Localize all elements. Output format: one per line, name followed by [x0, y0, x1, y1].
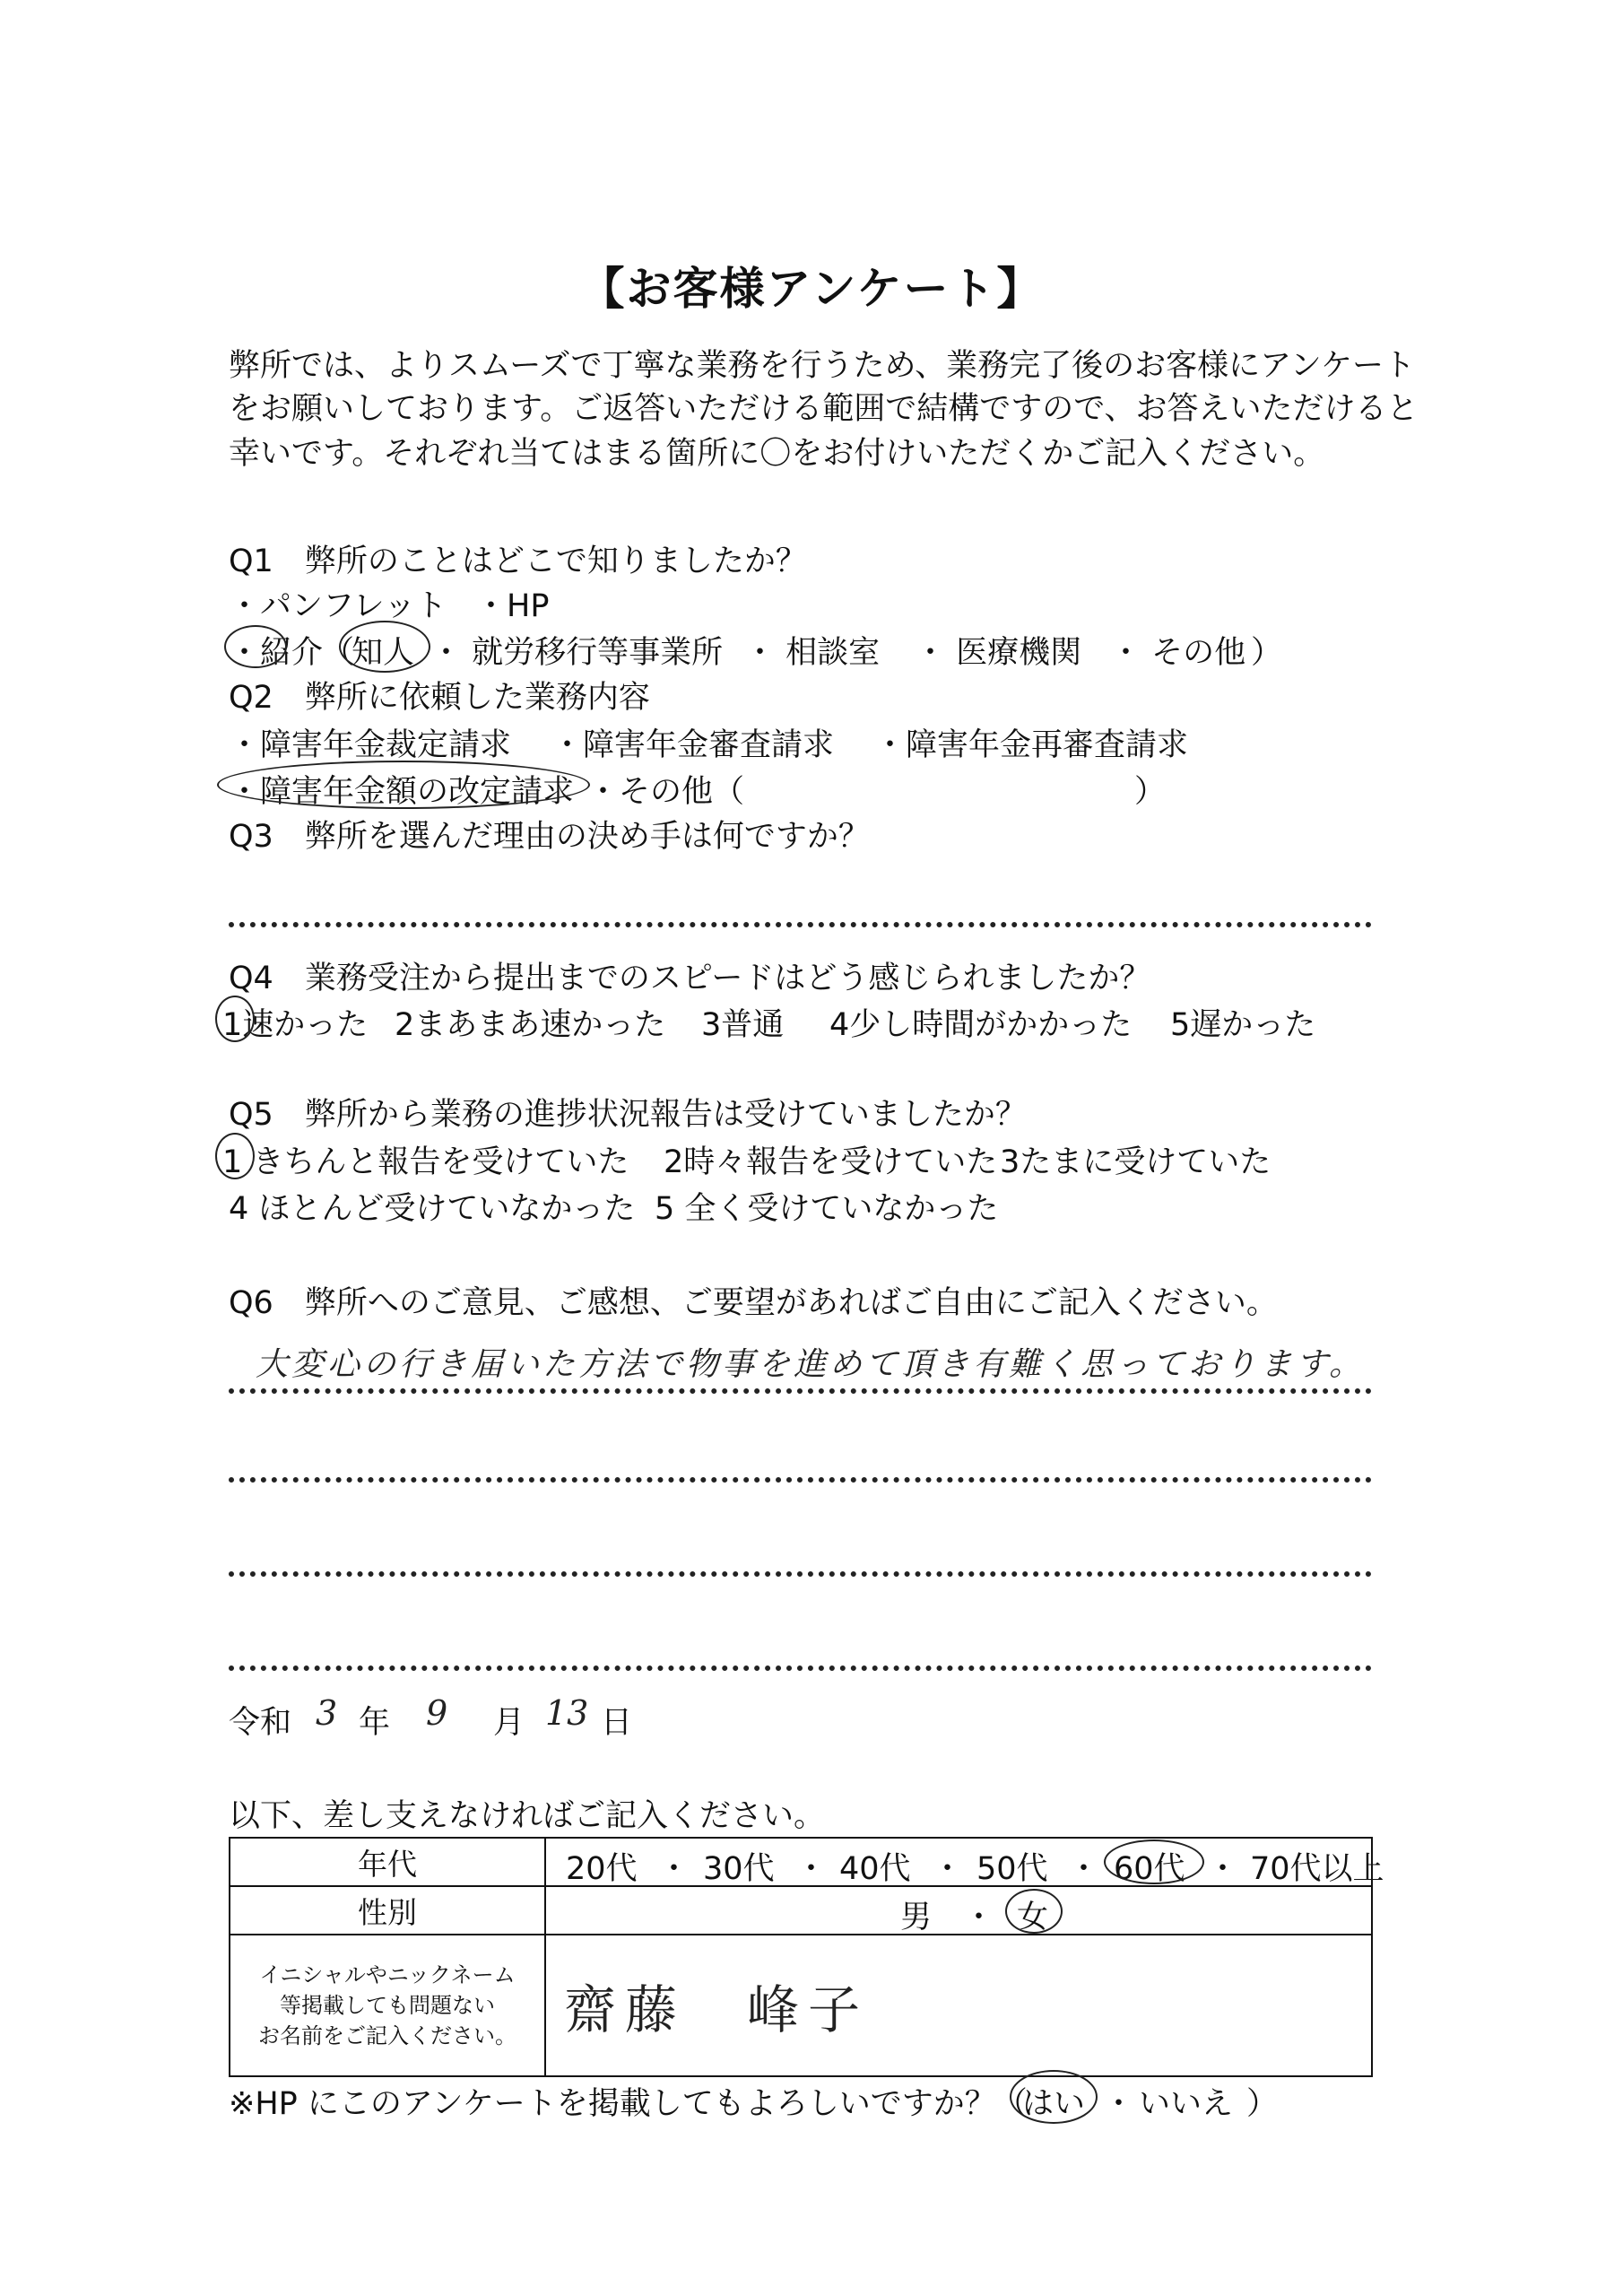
age-option-20s[interactable]: 20代	[566, 1851, 638, 1887]
q1-option-referral[interactable]: ・紹介（	[229, 635, 355, 671]
q1-option-pamphlet[interactable]: ・パンフレット	[229, 588, 447, 624]
q2-option-rereview-claim[interactable]: ・障害年金再審査請求	[874, 727, 1189, 763]
q6-question: Q6 弊所へのご意見、ご感想、ご要望があればご自由にご記入ください。	[229, 1285, 1278, 1321]
date-day-value[interactable]: 13	[545, 1693, 589, 1733]
gender-label: 性別	[230, 1886, 545, 1935]
q5-option-2[interactable]: 2時々報告を受けていた	[664, 1144, 998, 1180]
age-option-30s[interactable]: 30代	[703, 1851, 775, 1887]
age-separator-5: ・	[1207, 1851, 1239, 1887]
intro-line-2: をお願いしております。ご返答いただける範囲で結構ですので、お答えいただけると	[229, 391, 1419, 427]
info-intro: 以下、差し支えなければご記入ください。	[229, 1798, 826, 1834]
q4-option-2[interactable]: 2まあまあ速かった	[395, 1007, 666, 1043]
handwritten-name: 齋藤 峰子	[564, 1979, 870, 2040]
name-label-cell	[230, 1935, 545, 2076]
age-separator-2: ・	[795, 1851, 828, 1887]
consent-no[interactable]: いいえ	[1139, 2086, 1234, 2122]
q4-option-1[interactable]: 1速かった	[222, 1007, 369, 1043]
q1-option-consultation[interactable]: ・ 相談室	[744, 635, 881, 671]
age-option-70s-plus[interactable]: 70代以上	[1250, 1851, 1384, 1887]
q5-option-5[interactable]: 5 全く受けていなかった	[655, 1191, 999, 1227]
q2-close-paren: ）	[1134, 774, 1167, 810]
q1-option-other[interactable]: ・ その他	[1110, 635, 1246, 671]
consent-question: ※HP にこのアンケートを掲載してもよろしいですか？（	[229, 2086, 1028, 2122]
name-label-line-3: お名前をご記入ください。	[258, 2023, 516, 2048]
q6-answer-line-2[interactable]	[229, 1477, 1372, 1483]
gender-option-female[interactable]: 女	[1017, 1900, 1049, 1935]
age-options-cell	[545, 1838, 1384, 1887]
age-label: 年代	[230, 1838, 545, 1886]
q1-option-hp[interactable]: ・HP	[475, 588, 550, 624]
q6-handwritten-answer: 大変心の行き届いた方法で物事を進めて頂き有難く思っております。	[256, 1346, 1366, 1383]
name-label-line-1: イニシャルやニックネーム	[259, 1962, 516, 1987]
date-month-value[interactable]: 9	[426, 1693, 448, 1733]
q6-answer-line-4[interactable]	[229, 1665, 1372, 1671]
q2-option-amount-revision[interactable]: ・障害年金額の改定請求	[229, 774, 575, 810]
q6-answer-line-3[interactable]	[229, 1571, 1372, 1577]
q1-referral-circle-mark	[224, 625, 287, 668]
survey-title: 【お客様アンケート】	[579, 263, 1044, 315]
gender-options-cell	[545, 1886, 1372, 1935]
date-era: 令和	[229, 1705, 292, 1741]
q1-option-medical[interactable]: ・ 医療機関	[915, 635, 1082, 671]
intro-line-3: 幸いです。それぞれ当てはまる箇所に〇をお付けいただくかご記入ください。	[229, 436, 1325, 472]
date-year-value[interactable]: 3	[316, 1693, 338, 1733]
intro-line-1: 弊所では、よりスムーズで丁寧な業務を行うため、業務完了後のお客様にアンケート	[229, 348, 1416, 384]
age-separator-1: ・	[658, 1851, 690, 1887]
consent-separator: ・	[1103, 2086, 1135, 2122]
q1-option-acquaintance[interactable]: 知人	[352, 635, 415, 671]
q5-question: Q5 弊所から業務の進捗状況報告は受けていましたか？	[229, 1097, 1027, 1133]
q4-option-5[interactable]: 5遅かった	[1170, 1007, 1316, 1043]
age-option-40s[interactable]: 40代	[839, 1851, 911, 1887]
age-option-60s[interactable]: 60代	[1114, 1851, 1185, 1887]
age-60s-circle-mark	[1104, 1839, 1204, 1884]
q2-question: Q2 弊所に依頼した業務内容	[229, 680, 650, 716]
q4-option-4[interactable]: 4少し時間がかかった	[829, 1007, 1133, 1043]
gender-option-male[interactable]: 男	[900, 1900, 933, 1935]
q1-close-paren: ）	[1251, 635, 1283, 671]
q2-option-review-claim[interactable]: ・障害年金審査請求	[551, 727, 835, 763]
gender-female-circle-mark	[1005, 1889, 1063, 1934]
consent-yes-circle-mark	[1010, 2070, 1098, 2124]
q2-option-award-claim[interactable]: ・障害年金裁定請求	[229, 727, 512, 763]
q4-option-1-circle-mark	[215, 996, 255, 1042]
date-year-label: 年	[359, 1705, 391, 1741]
q5-option-1[interactable]: 1 きちんと報告を受けていた	[222, 1144, 629, 1180]
q1-acquaintance-circle-mark	[339, 621, 430, 673]
q4-question: Q4 業務受注から提出までのスピードはどう感じられましたか？	[229, 961, 1151, 996]
name-label-line-2: 等掲載しても問題ない	[280, 1993, 495, 2018]
gender-separator: ・	[963, 1900, 995, 1935]
q3-answer-line[interactable]	[229, 922, 1372, 927]
q2-option-other[interactable]: ・その他（	[587, 774, 745, 810]
name-value-cell[interactable]	[545, 1935, 1372, 2076]
date-month-label: 月	[493, 1705, 525, 1741]
q1-question: Q1 弊所のことはどこで知りましたか？	[229, 544, 807, 579]
age-option-50s[interactable]: 50代	[976, 1851, 1048, 1887]
q5-option-1-circle-mark	[215, 1133, 255, 1179]
consent-yes[interactable]: はい	[1022, 2086, 1086, 2122]
q6-answer-line-1[interactable]	[229, 1388, 1372, 1394]
q5-option-3[interactable]: 3たまに受けていた	[1000, 1144, 1271, 1180]
q4-option-3[interactable]: 3普通	[701, 1007, 785, 1043]
age-separator-4: ・	[1068, 1851, 1100, 1887]
respondent-info-table	[229, 1837, 1384, 2077]
age-separator-3: ・	[932, 1851, 964, 1887]
q1-option-employment-office[interactable]: ・ 就労移行等事業所	[430, 635, 724, 671]
consent-close-paren: ）	[1246, 2086, 1279, 2122]
q5-option-4[interactable]: 4 ほとんど受けていなかった	[229, 1191, 636, 1227]
q2-amount-revision-circle-mark	[217, 761, 590, 809]
date-day-label: 日	[601, 1705, 633, 1741]
q3-question: Q3 弊所を選んだ理由の決め手は何ですか？	[229, 819, 870, 855]
